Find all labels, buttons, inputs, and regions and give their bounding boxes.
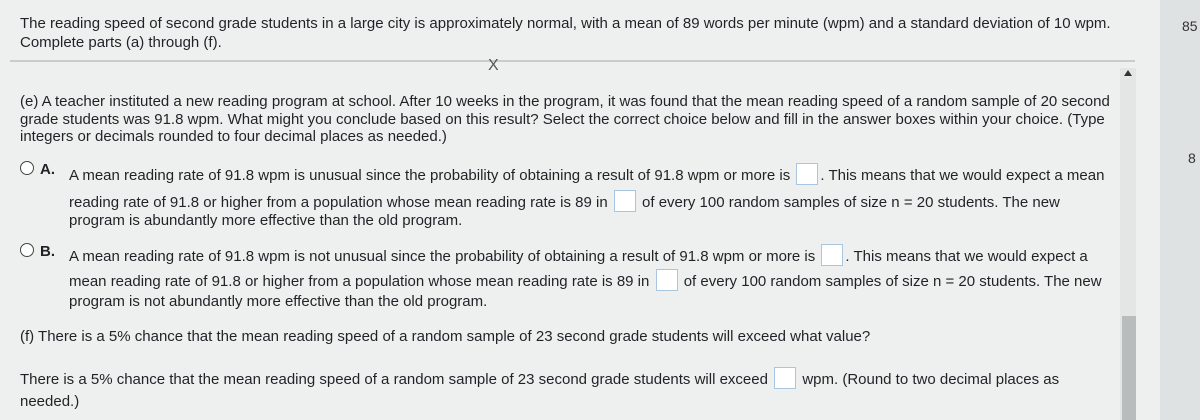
right-edge-panel (1160, 0, 1200, 420)
choice-b-text3: mean reading rate of 91.8 or higher from a population whose mean reading rate is 89 in (69, 273, 650, 290)
choice-b-count-input[interactable] (656, 269, 678, 291)
edge-number-middle: 8 (1188, 150, 1196, 166)
part-f-answer-line2: needed.) (20, 393, 80, 410)
choice-b-line3: program is not abundantly more effective than the old program. (69, 293, 488, 310)
choice-b-probability-input[interactable] (821, 244, 843, 266)
part-e-instruction: (Type integers or decimals rounded to four decimal places as needed.) (20, 110, 1105, 145)
scroll-up-arrow-icon[interactable] (1124, 70, 1132, 76)
choice-b-letter: B. (40, 243, 55, 260)
choice-a-radio[interactable] (20, 161, 55, 179)
choice-a-letter: A. (40, 161, 55, 178)
part-f-wpm-input[interactable] (774, 367, 796, 389)
part-e-prompt (20, 93, 1115, 146)
part-f-answer-text1: There is a 5% chance that the mean reading speed of a random sample of 23 second grade students will exceed (20, 371, 768, 388)
choice-a-text3: reading rate of 91.8 or higher from a population whose mean reading rate is 89 in (69, 194, 608, 211)
choice-a-probability-input[interactable] (796, 163, 818, 185)
part-f-answer-text2: wpm. (Round to two decimal places as (802, 371, 1060, 388)
scrollbar-thumb[interactable] (1122, 316, 1136, 420)
choice-b-line2 (69, 269, 1102, 291)
part-e-text: (e) A teacher instituted a new reading program at school. After 10 weeks in the program, it was found that the mean reading speed of a random sample of 20 second grade students was 91.8 wpm. What might you conclude based on this result? Select the correct choice below and fill in the answer boxes within your choice. (20, 93, 1110, 128)
close-icon[interactable]: X (488, 57, 499, 74)
radio-circle-icon[interactable] (20, 161, 34, 175)
part-f-answer (20, 367, 1080, 389)
choice-a[interactable] (20, 161, 1120, 231)
choice-a-line1 (69, 163, 1104, 185)
choice-b-text4: of every 100 random samples of size n = 20 students. The new (683, 273, 1102, 290)
choice-b-text1: A mean reading rate of 91.8 wpm is not unusual since the probability of obtaining a result of 91.8 wpm or more is (69, 248, 816, 265)
choice-a-line2 (69, 190, 1060, 212)
problem-statement: The reading speed of second grade students in a large city is approximately normal, with a mean of 89 words per minute (wpm) and a standard deviation of 10 wpm. Complete parts (a) through (f). (20, 15, 1111, 51)
divider (10, 60, 1135, 62)
choice-b-radio[interactable] (20, 243, 55, 261)
choice-a-line3: program is abundantly more effective than the old program. (69, 212, 463, 229)
choice-a-text1: A mean reading rate of 91.8 wpm is unusual since the probability of obtaining a result of 91.8 wpm or more is (69, 167, 791, 184)
choice-a-text2: . This means that we would expect a mean (820, 167, 1105, 184)
choice-a-count-input[interactable] (614, 190, 636, 212)
choice-b-text2: . This means that we would expect a (845, 248, 1088, 265)
part-f-prompt: (f) There is a 5% chance that the mean reading speed of a random sample of 23 second grade students will exceed what value? (20, 328, 871, 345)
choice-b[interactable] (20, 243, 1120, 313)
choice-b-line1 (69, 244, 1088, 266)
choice-a-text4: of every 100 random samples of size n = 20 students. The new (642, 194, 1060, 211)
edge-number-top: 85 (1182, 18, 1198, 34)
radio-circle-icon[interactable] (20, 243, 34, 257)
